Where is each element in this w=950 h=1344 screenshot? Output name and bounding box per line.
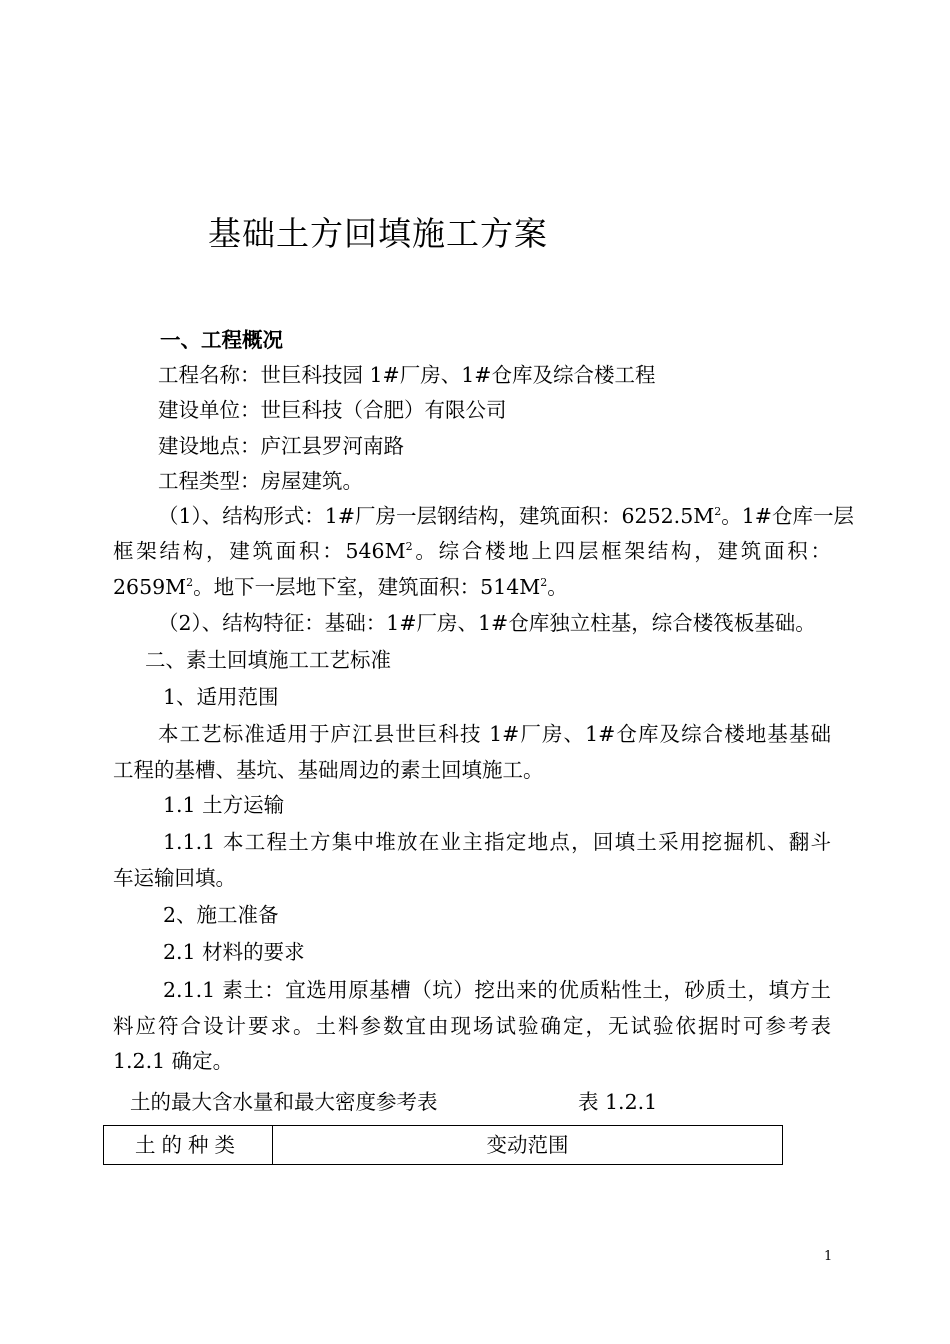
section2-heading: 二、素土回填施工工艺标准 — [145, 648, 391, 672]
section1-heading: 一、工程概况 — [160, 328, 283, 352]
page-number: 1 — [824, 1249, 833, 1264]
project-name: 工程名称：世巨科技园 1#厂房、1#仓库及综合楼工程 — [158, 363, 656, 387]
transport-line1: 1.1.1 本工程土方集中堆放在业主指定地点，回填土采用挖掘机、翻斗 — [163, 830, 831, 854]
soil-reference-table — [103, 1125, 783, 1165]
document-title: 基础土方回填施工方案 — [208, 214, 548, 253]
builder: 建设单位：世巨科技（合肥）有限公司 — [158, 398, 507, 422]
project-type: 工程类型：房屋建筑。 — [158, 469, 363, 493]
table-number: 表 1.2.1 — [578, 1090, 658, 1114]
transport-heading: 1.1 土方运输 — [163, 793, 285, 817]
structure-form-line3: $2659M^2$。地下一层地下室，建筑面积：$514M^2$。 — [113, 575, 568, 599]
structure-feature: （2）、结构特征：基础：1#厂房、1#仓库独立柱基，综合楼筏板基础。 — [158, 611, 816, 635]
transport-line2: 车运输回填。 — [113, 866, 236, 890]
soil-line2: 料应符合设计要求。土料参数宜由现场试验确定，无试验依据时可参考表 — [113, 1014, 831, 1038]
scope-line2: 工程的基槽、基坑、基础周边的素土回填施工。 — [113, 758, 544, 782]
scope-heading: 1、适用范围 — [163, 685, 279, 709]
preparation-heading: 2、施工准备 — [163, 903, 279, 927]
soil-line1: 2.1.1 素土：宜选用原基槽（坑）挖出来的优质粘性土，砂质土，填方土 — [163, 978, 831, 1002]
table-header-row — [104, 1126, 783, 1165]
soil-line3: 1.2.1 确定。 — [113, 1049, 234, 1073]
table-header-soil-type: 土的种类 — [104, 1126, 273, 1165]
table-header-range: 变动范围 — [273, 1126, 783, 1165]
scope-line1: 本工艺标准适用于庐江县世巨科技 1#厂房、1#仓库及综合楼地基基础 — [158, 722, 831, 746]
structure-form-line2: 框架结构，建筑面积：$546M^2$。综合楼地上四层框架结构，建筑面积： — [113, 539, 831, 563]
table-caption: 土的最大含水量和最大密度参考表 — [130, 1090, 438, 1114]
location: 建设地点：庐江县罗河南路 — [158, 434, 404, 458]
material-heading: 2.1 材料的要求 — [163, 940, 305, 964]
structure-form-line1: （1）、结构形式：1#厂房一层钢结构，建筑面积：$6252.5M^2$。1#仓库一层 — [158, 504, 854, 528]
